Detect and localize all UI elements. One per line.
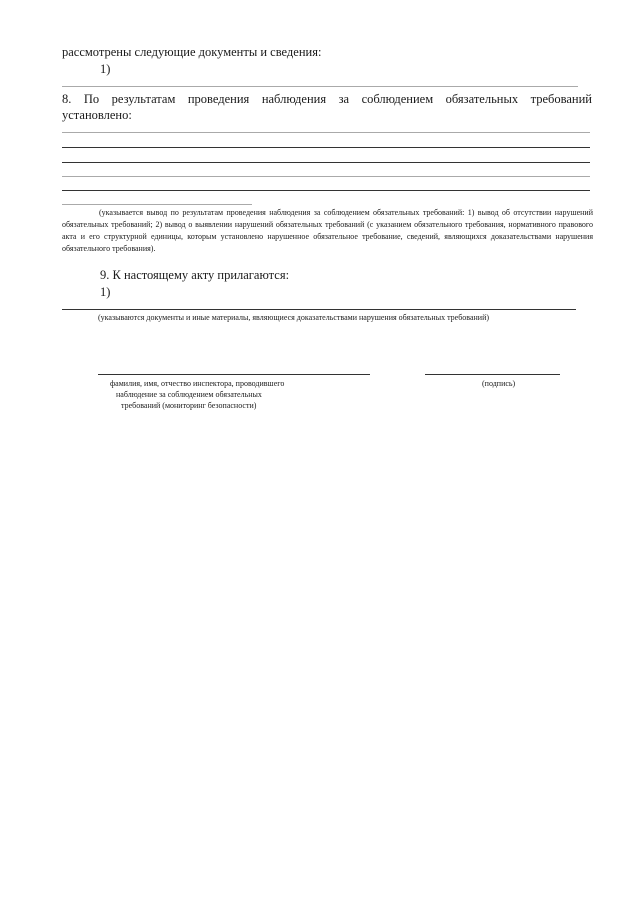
inspector-name-caption: наблюдение за соблюдением обязательных [116,390,262,399]
section7-tail-text: рассмотрены следующие документы и сведения: [62,45,322,59]
inspector-name-caption: фамилия, имя, отчество инспектора, проводившего [110,379,285,388]
section8-heading-cont: установлено: [62,108,132,122]
inspector-name-caption: требований (мониторинг безопасности) [121,401,257,410]
section8-fill-line [62,162,590,163]
section9-fill-line [62,309,576,310]
signature-caption: (подпись) [482,379,516,388]
signature-line [425,374,560,375]
section8-fill-line [62,190,590,191]
section9-item-1: 1) [100,285,111,299]
section9-caption: (указываются документы и иные материалы, являющиеся доказательствами нарушения обязательных требований) [98,313,490,322]
section8-fill-line [62,176,590,177]
section8-footnote: (указывается вывод по результатам проведения наблюдения за соблюдением обязательных требований: 1) вывод об отсутствии нарушений обязательных требований; 2) вывод о выявлении нарушений обязательных требований (с указанием обязательного требования, нормативного правового акта и его структурной единицы, которым установлено нарушенное обязательное требование, сведений, являющихся доказательствами нарушения обязательного требования). [62,208,593,253]
section8-short-line [62,204,252,205]
section9-heading: 9. К настоящему акту прилагаются: [100,268,290,282]
inspector-name-line [98,374,370,375]
section7-fill-line [62,86,578,87]
section8-heading: 8. По результатам проведения наблюдения за соблюдением обязательных требований [62,92,592,106]
section7-item-1: 1) [100,62,111,76]
section8-fill-line [62,147,590,148]
section8-fill-line [62,132,590,133]
